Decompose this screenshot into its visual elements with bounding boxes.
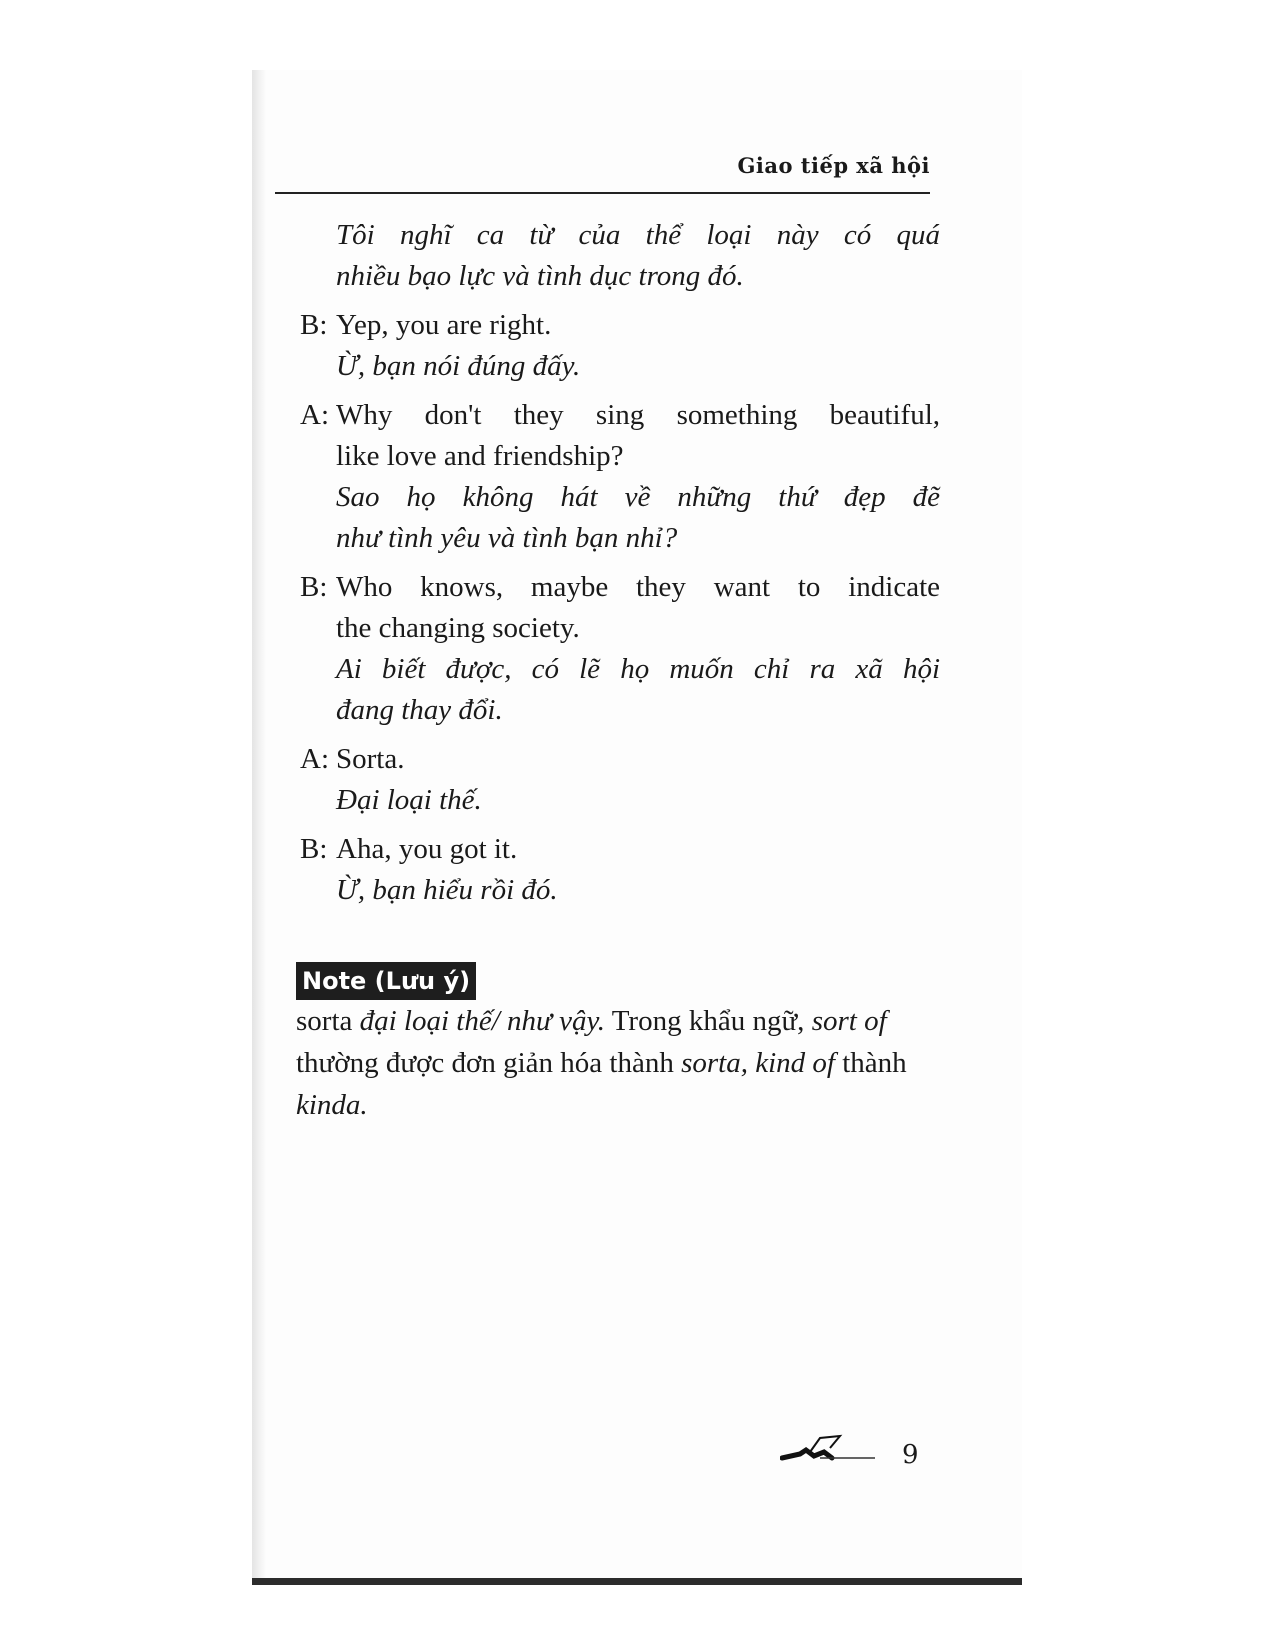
translation-line: Ai biết được, có lẽ họ muốn chỉ ra xã hội	[336, 653, 940, 685]
note-label: Note (Lưu ý)	[296, 962, 476, 1000]
translation-line: nhiều bạo lực và tình dục trong đó.	[336, 260, 744, 292]
translation-line: như tình yêu và tình bạn nhỉ?	[336, 522, 678, 554]
dialogue-line	[300, 305, 940, 346]
dialogue-line: A: Why don't they sing something beautiful,	[300, 395, 940, 436]
speaker-label: B:	[300, 571, 328, 603]
page-gutter-shadow	[252, 70, 266, 1585]
speaker-label: B:	[300, 309, 328, 341]
dialogue-block	[300, 215, 940, 911]
note-short-form: sorta,	[681, 1047, 748, 1079]
translation-line: đang thay đổi.	[336, 694, 503, 726]
page-number: 9	[902, 1440, 919, 1470]
page-bottom-edge	[252, 1578, 1022, 1585]
dialogue-line	[300, 739, 940, 780]
dialogue-line-cont: like love and friendship?	[336, 440, 624, 472]
dialogue-line	[300, 829, 940, 870]
translation-line: Ừ, bạn nói đúng đấy.	[336, 350, 581, 382]
note-term: sorta	[296, 1005, 353, 1037]
note-phrase: kind of	[755, 1047, 835, 1079]
english-line: Sorta.	[336, 743, 405, 775]
note-meaning: đại loại thế/ như vậy.	[359, 1005, 605, 1037]
note-body: sorta đại loại thế/ như vậy. Trong khẩu ngữ, sort of thường được đơn giản hóa thành sorta, kind of thành kinda.	[296, 1005, 907, 1121]
dialogue-line: B: Who knows, maybe they want to indicate	[300, 567, 940, 608]
header-rule	[275, 192, 930, 194]
dialogue-line-cont: the changing society.	[336, 612, 580, 644]
translation-line: Sao họ không hát về những thứ đẹp đẽ	[336, 481, 940, 513]
speaker-label: B:	[300, 833, 328, 865]
note-phrase: sort of	[811, 1005, 887, 1037]
translation-line: Ừ, bạn hiểu rồi đó.	[336, 874, 558, 906]
english-line: Yep, you are right.	[336, 309, 552, 341]
speaker-label: A:	[300, 743, 329, 775]
english-line: Aha, you got it.	[336, 833, 518, 865]
footer-ornament-icon	[780, 1432, 880, 1472]
translation-line: Tôi nghĩ ca từ của thể loại này có quá	[336, 219, 940, 251]
running-header: Giao tiếp xã hội	[737, 153, 930, 178]
note-short-form: kinda.	[296, 1089, 368, 1121]
translation-line: Đại loại thế.	[336, 784, 482, 816]
speaker-label: A:	[300, 399, 329, 431]
